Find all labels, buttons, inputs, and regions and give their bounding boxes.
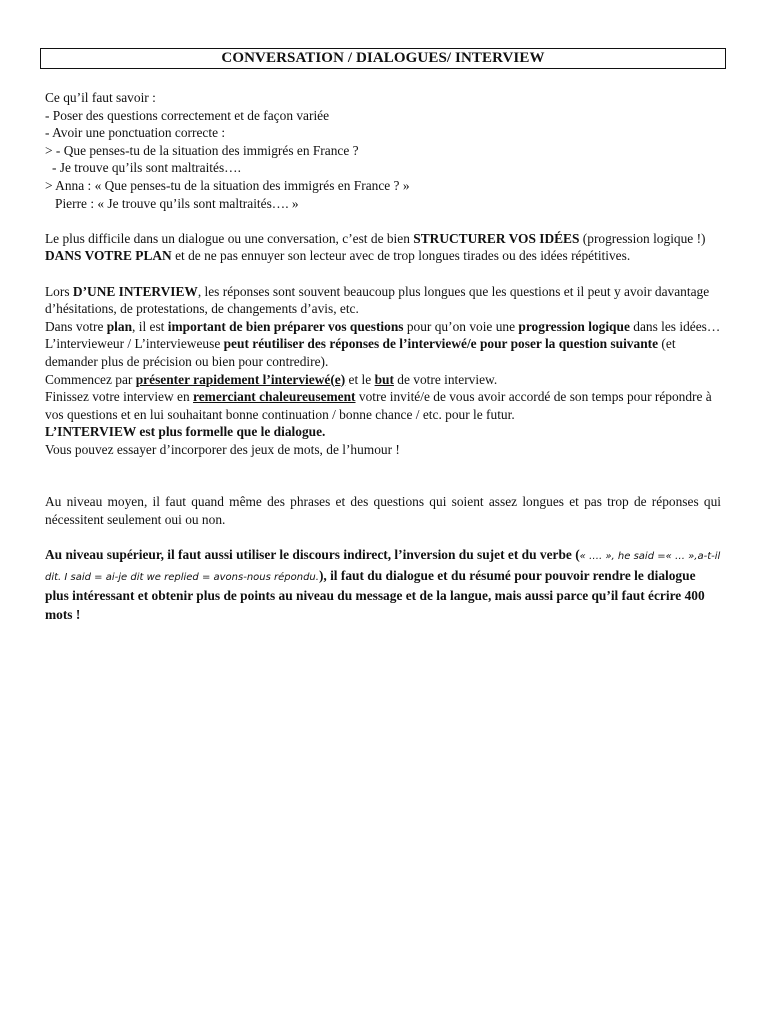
structure-text-1: Le plus difficile dans un dialogue ou une conversation, c’est de bien xyxy=(45,230,414,246)
interview-text: (et demander plus de précision ou bien pour contredire). xyxy=(45,336,676,369)
interview-paragraph-1 xyxy=(45,283,721,318)
interview-bold: important de bien préparer vos questions xyxy=(167,318,404,334)
page-title: CONVERSATION / DIALOGUES/ INTERVIEW xyxy=(40,48,726,69)
interview-text: L’intervieweur / L’intervieweuse xyxy=(45,336,224,352)
structure-paragraph xyxy=(45,230,721,265)
interview-text: Lors xyxy=(45,283,73,299)
example-2-question: > Anna : « Que penses-tu de la situation des immigrés en France ? » xyxy=(45,177,410,193)
intro-point-2: - Avoir une ponctuation correcte : xyxy=(45,125,226,141)
interview-text: et le xyxy=(345,371,375,387)
interview-text: Dans votre xyxy=(45,318,107,334)
interview-text: pour qu’on voie une xyxy=(403,318,519,334)
interview-text: Commencez par xyxy=(45,371,136,387)
structure-bold-1: STRUCTURER VOS IDÉES xyxy=(413,230,580,246)
interview-paragraph-2 xyxy=(45,318,721,336)
structure-bold-2: DANS VOTRE PLAN xyxy=(45,248,172,264)
interview-text: votre invité/e de vous avoir accordé de son temps pour répondre à vos questions et en lui souhaitant bonne continuation / bonne chance / etc. pour le futur. xyxy=(45,389,712,422)
structure-text-3: et de ne pas ennuyer son lecteur avec de trop longues tirades ou des idées répétitives. xyxy=(171,248,631,264)
example-2-answer: Pierre : « Je trouve qu’ils sont maltraités…. » xyxy=(55,195,299,211)
example-1-question: > - Que penses-tu de la situation des immigrés en France ? xyxy=(45,142,359,158)
interview-humour-note: Vous pouvez essayer d’incorporer des jeux de mots, de l’humour ! xyxy=(45,441,400,457)
interview-paragraph-3 xyxy=(45,335,721,370)
intro-point-1: - Poser des questions correctement et de façon variée xyxy=(45,107,330,123)
niveau-superieur-bold-1: Au niveau supérieur, il faut aussi utiliser le discours indirect, l’inversion du sujet et du verbe ( xyxy=(45,547,580,563)
interview-text: Finissez votre interview en xyxy=(45,389,194,405)
interview-bold: peut réutiliser des réponses de l’interviewé/e pour poser la question suivante xyxy=(223,336,659,352)
example-1-answer: - Je trouve qu’ils sont maltraités…. xyxy=(52,160,241,176)
interview-bold: progression logique xyxy=(518,318,630,334)
interview-text: , il est xyxy=(132,318,168,334)
interview-text: dans les idées… xyxy=(629,318,721,334)
niveau-superieur-paragraph xyxy=(45,546,721,624)
document-body xyxy=(45,89,721,624)
intro-heading: Ce qu’il faut savoir : xyxy=(45,90,156,105)
interview-bold-underline: but xyxy=(374,371,394,387)
niveau-moyen-paragraph: Au niveau moyen, il faut quand même des phrases et des questions qui soient assez longues et pas trop de réponses qui nécessitent seulement oui ou non. xyxy=(45,494,721,528)
structure-text-2: (progression logique !) xyxy=(579,230,706,246)
interview-text: , les réponses sont souvent beaucoup plus longues que les questions et il peut y avoir davantage d’hésitations, de protestations, de changements d’avis, etc. xyxy=(45,283,710,317)
interview-bold: plan xyxy=(106,318,133,334)
interview-paragraph-5 xyxy=(45,388,721,423)
niveau-superieur-examples: « …. », he said =« … »,a-t-il dit. I said = ai-je dit we replied = avons-nous répondu. xyxy=(45,551,721,583)
interview-text: de votre interview. xyxy=(393,371,498,387)
interview-bold: D’UNE INTERVIEW xyxy=(72,283,198,299)
niveau-superieur-bold-2: ), il faut du dialogue et du résumé pour pouvoir rendre le dialogue plus intéressant et obtenir plus de points au niveau du message et de la langue, mais aussi parce qu’il faut écrire 400 mots ! xyxy=(45,567,705,622)
interview-bold-underline: présenter rapidement l’interviewé(e) xyxy=(135,371,346,387)
interview-formal-note: L’INTERVIEW est plus formelle que le dialogue. xyxy=(45,424,326,440)
interview-paragraph-4 xyxy=(45,371,721,389)
interview-bold-underline: remerciant chaleureusement xyxy=(193,389,356,405)
